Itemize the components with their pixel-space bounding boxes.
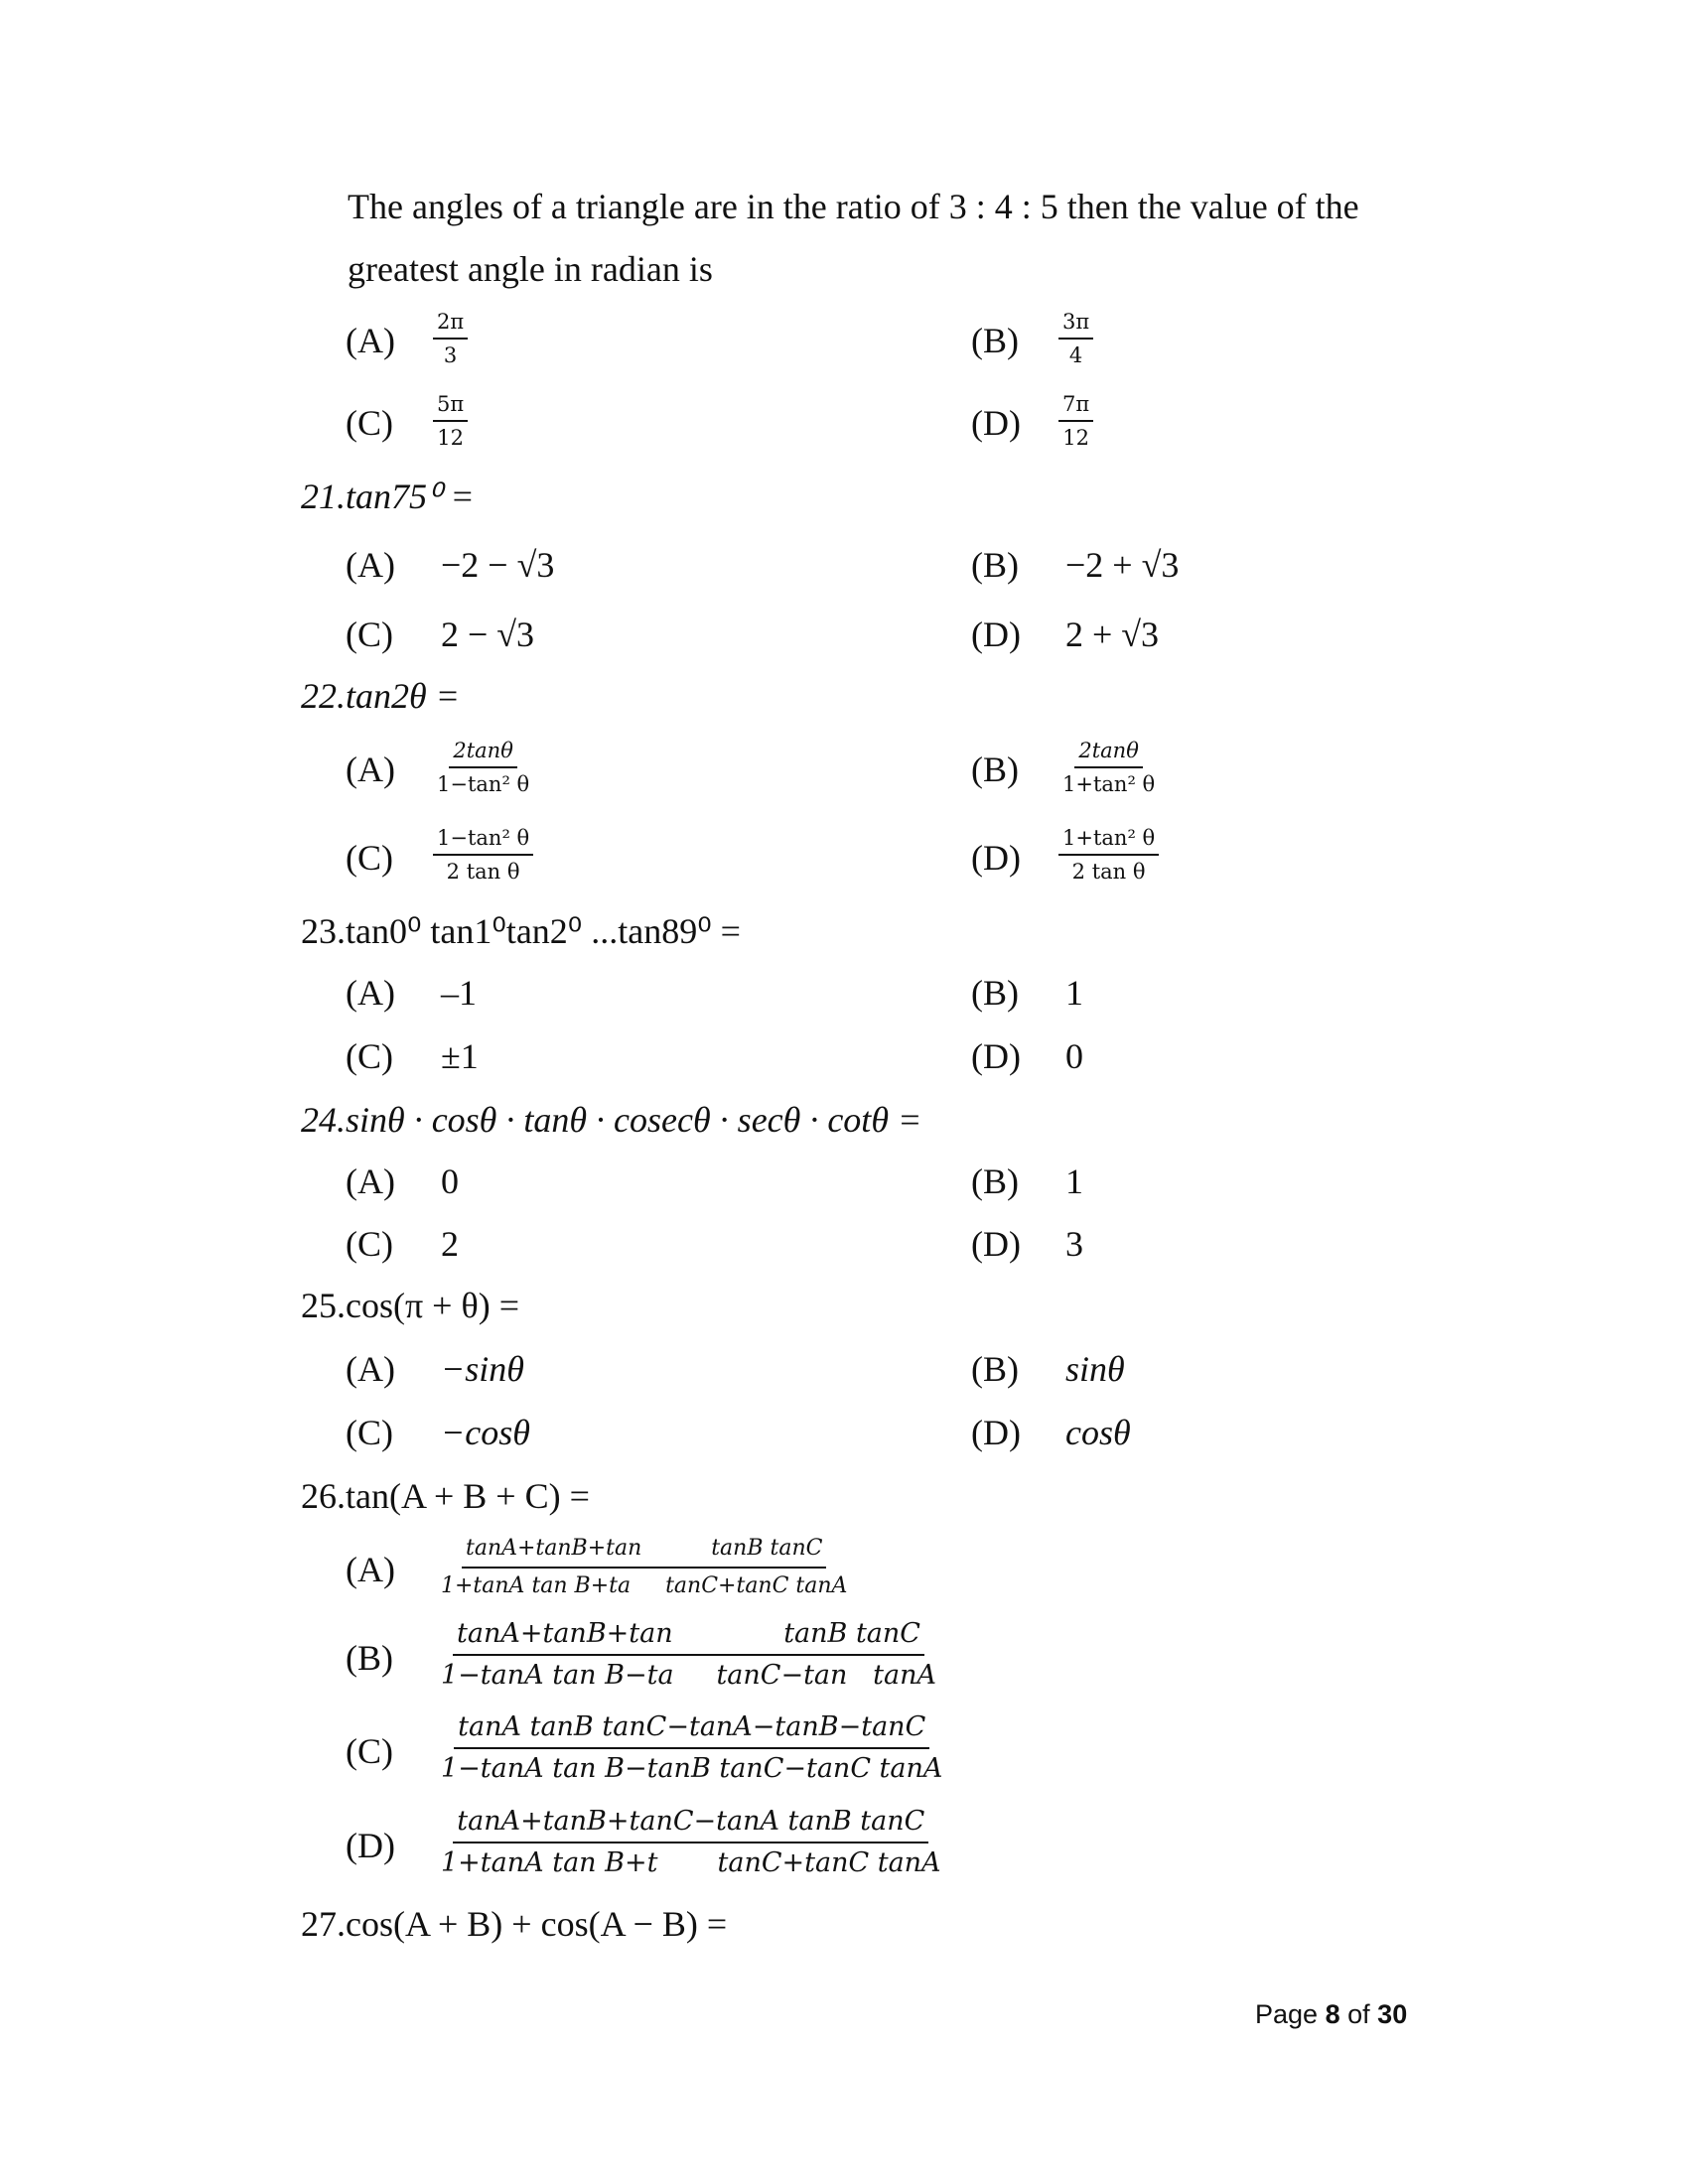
- option-value: 2 + √3: [1065, 614, 1160, 654]
- option-fraction: [437, 1533, 851, 1602]
- option-fraction: [1058, 737, 1159, 798]
- option-label: (C): [346, 614, 393, 654]
- option-label: (A): [346, 973, 395, 1013]
- option-fraction: [433, 308, 468, 369]
- option-value: 2: [441, 1224, 459, 1264]
- option-label: (A): [346, 545, 395, 585]
- option-fraction: [1058, 390, 1093, 452]
- denominator: 1−tanA tan B−tanB tanC−tanC tanA: [441, 1753, 943, 1784]
- option-label: (B): [971, 1349, 1019, 1389]
- numerator: tanA+tanB+tan tanB tanC: [453, 1616, 924, 1656]
- question-text: 27.cos(A + B) + cos(A − B) =: [301, 1904, 728, 1944]
- numerator: tanA+tanB+tan tanB tanC: [462, 1533, 826, 1569]
- option-label: (D): [971, 1224, 1021, 1264]
- numerator: 2π: [433, 308, 468, 340]
- numerator: tanA+tanB+tanC−tanA tanB tanC: [453, 1804, 928, 1843]
- page-of: of: [1347, 1999, 1370, 2029]
- option-value: 2 − √3: [441, 614, 535, 654]
- option-fraction: [433, 824, 533, 886]
- option-label: (B): [971, 545, 1019, 585]
- question-text: The angles of a triangle are in the ratio of 3 : 4 : 5 then the value of the: [348, 187, 1359, 226]
- question-text: 21.tan75⁰ =: [301, 477, 475, 516]
- option-label: (C): [346, 1224, 393, 1264]
- option-fraction: [433, 737, 533, 798]
- option-label: (C): [346, 403, 393, 443]
- option-value: cosθ: [1065, 1413, 1131, 1452]
- numerator: 7π: [1058, 390, 1093, 422]
- question-text: 23.tan0⁰ tan1⁰tan2⁰ ...tan89⁰ =: [301, 911, 741, 951]
- option-value: 3: [1065, 1224, 1083, 1264]
- option-value: –1: [441, 973, 477, 1013]
- option-value: sinθ: [1065, 1349, 1125, 1389]
- option-label: (C): [346, 1731, 393, 1771]
- option-value: 1: [1065, 1161, 1083, 1201]
- denominator: 1+tan² θ: [1062, 772, 1156, 796]
- denominator: 2 tan θ: [1071, 860, 1146, 884]
- option-label: (D): [971, 403, 1021, 443]
- option-label: (D): [346, 1826, 395, 1865]
- option-label: (A): [346, 1349, 395, 1389]
- option-fraction: [1058, 308, 1093, 369]
- denominator: 1+tanA tan B+t tanC+tanC tanA: [441, 1847, 941, 1878]
- option-label: (D): [971, 1036, 1021, 1076]
- option-label: (D): [971, 614, 1021, 654]
- numerator: 2tanθ: [449, 737, 517, 768]
- question-text: greatest angle in radian is: [348, 249, 713, 289]
- numerator: tanA tanB tanC−tanA−tanB−tanC: [454, 1709, 929, 1749]
- option-label: (B): [971, 750, 1019, 789]
- option-value: 1: [1065, 973, 1083, 1013]
- option-label: (D): [971, 1413, 1021, 1452]
- denominator: 2 tan θ: [446, 860, 520, 884]
- option-label: (A): [346, 1161, 395, 1201]
- option-value: ±1: [441, 1036, 479, 1076]
- numerator: 1−tan² θ: [433, 824, 533, 856]
- denominator: 3: [443, 343, 458, 367]
- option-label: (C): [346, 1036, 393, 1076]
- question-text: 25.cos(π + θ) =: [301, 1286, 519, 1325]
- numerator: 2tanθ: [1074, 737, 1143, 768]
- option-value: −sinθ: [441, 1349, 524, 1389]
- option-label: (A): [346, 321, 395, 360]
- option-fraction: [437, 1709, 946, 1787]
- option-label: (D): [971, 838, 1021, 878]
- denominator: 12: [437, 426, 464, 450]
- numerator: 3π: [1058, 308, 1093, 340]
- question-text: 22.tan2θ =: [301, 676, 460, 716]
- numerator: 1+tan² θ: [1058, 824, 1159, 856]
- option-fraction: [437, 1804, 945, 1881]
- option-label: (B): [971, 973, 1019, 1013]
- option-label: (C): [346, 1413, 393, 1452]
- option-label: (B): [971, 1161, 1019, 1201]
- question-text: 24.sinθ · cosθ · tanθ · cosecθ · secθ · cotθ =: [301, 1100, 922, 1140]
- denominator: 1−tanA tan B−ta tanC−tan tanA: [441, 1660, 936, 1691]
- numerator: 5π: [433, 390, 468, 422]
- page-prefix: Page: [1255, 1999, 1319, 2029]
- option-value: −2 − √3: [441, 545, 555, 585]
- total-pages: 30: [1377, 1999, 1408, 2029]
- option-label: (A): [346, 750, 395, 789]
- option-value: 0: [441, 1161, 459, 1201]
- option-label: (B): [346, 1638, 393, 1678]
- page-number: [1255, 1999, 1407, 2030]
- option-fraction: [433, 390, 468, 452]
- denominator: 1+tanA tan B+ta tanC+tanC tanA: [441, 1573, 848, 1598]
- option-value: 0: [1065, 1036, 1083, 1076]
- option-fraction: [437, 1616, 940, 1694]
- current-page: 8: [1325, 1999, 1340, 2029]
- denominator: 12: [1062, 426, 1089, 450]
- option-label: (B): [971, 321, 1019, 360]
- option-fraction: [1058, 824, 1159, 886]
- denominator: 4: [1068, 343, 1083, 367]
- option-value: −2 + √3: [1065, 545, 1180, 585]
- option-label: (C): [346, 838, 393, 878]
- denominator: 1−tan² θ: [437, 772, 530, 796]
- option-label: (A): [346, 1550, 395, 1589]
- option-value: −cosθ: [441, 1413, 530, 1452]
- question-text: 26.tan(A + B + C) =: [301, 1476, 590, 1516]
